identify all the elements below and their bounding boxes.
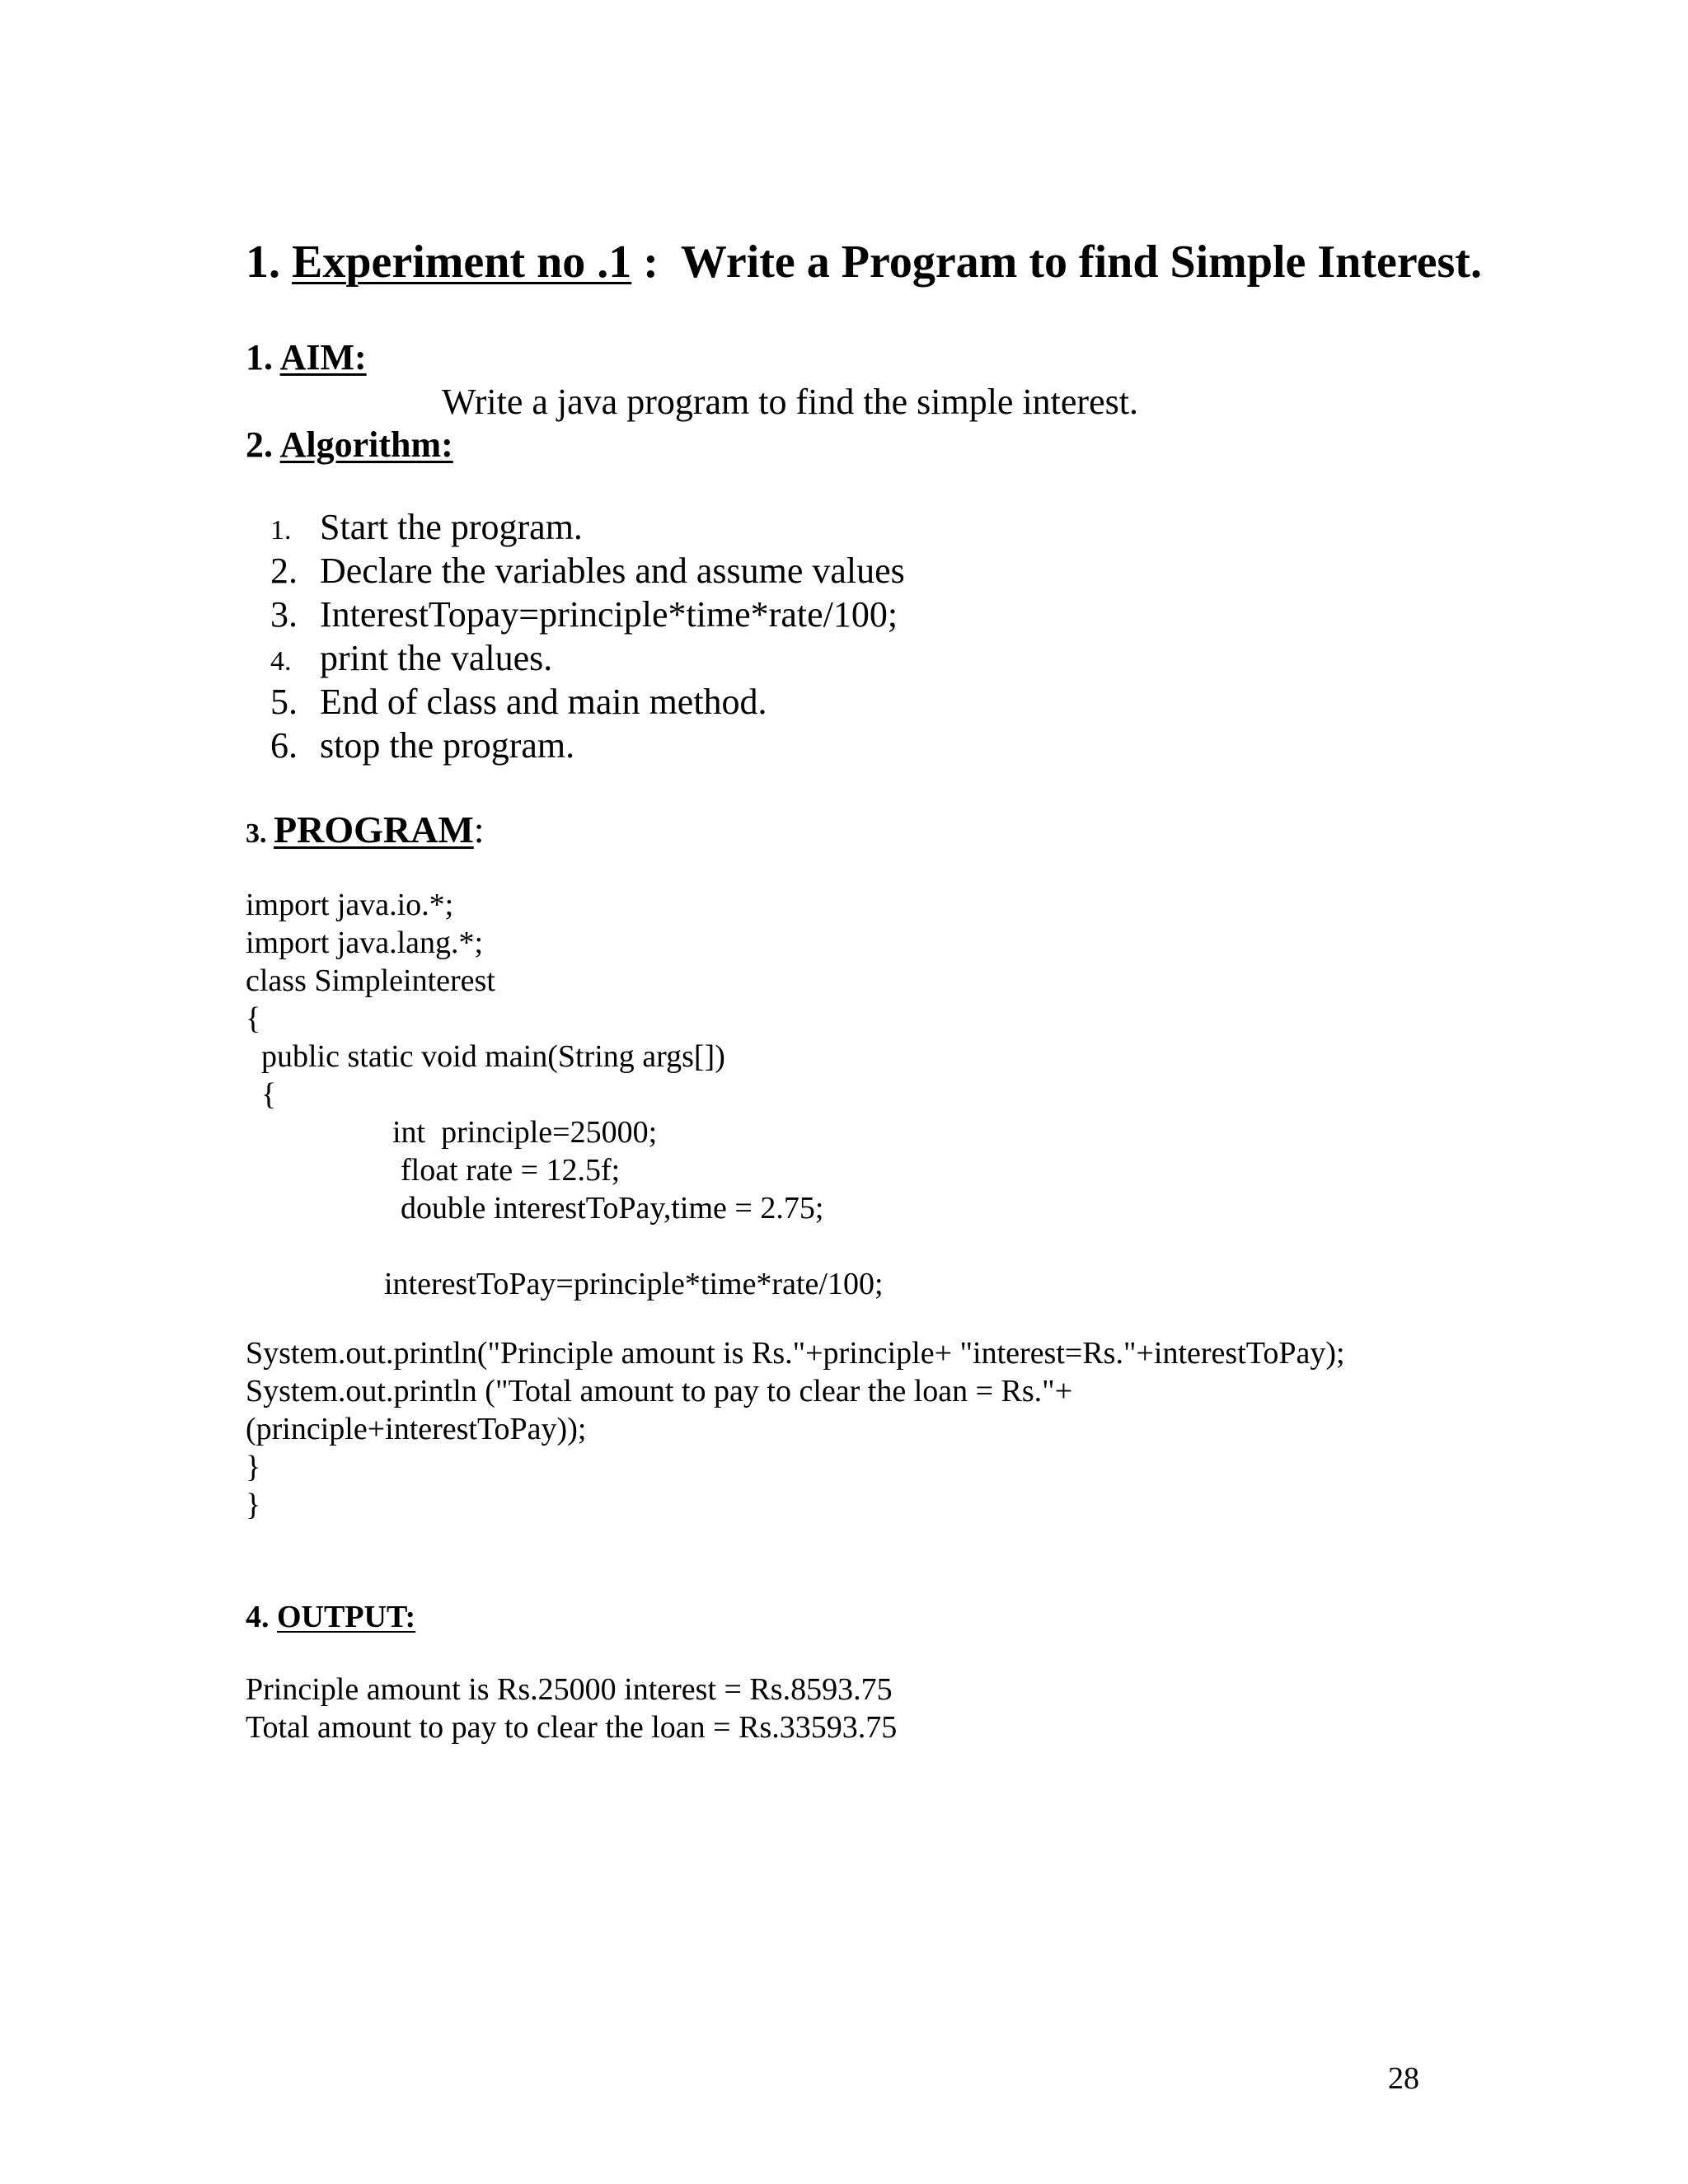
aim-number: 1. — [246, 337, 280, 377]
algorithm-step — [270, 550, 905, 592]
aim-heading — [246, 336, 367, 378]
step-number: 4. — [270, 646, 292, 677]
output-line: Principle amount is Rs.25000 interest = Rs.8593.75 — [246, 1672, 893, 1707]
step-number: 6. — [270, 725, 298, 766]
code-line: int principle=25000; — [392, 1115, 658, 1150]
page-title — [246, 236, 1482, 288]
code-line: } — [246, 1450, 261, 1484]
step-text: stop the program. — [320, 725, 575, 766]
algorithm-step — [270, 637, 552, 679]
code-line: { — [246, 1077, 277, 1112]
experiment-label: Experiment no .1 — [292, 237, 632, 288]
algorithm-step — [270, 681, 767, 723]
page-number: 28 — [1388, 2061, 1419, 2096]
step-number: 1. — [270, 515, 292, 546]
output-line: Total amount to pay to clear the loan = Rs.33593.75 — [246, 1710, 898, 1745]
step-text: End of class and main method. — [320, 682, 767, 722]
program-colon: : — [473, 808, 485, 851]
code-line: public static void main(String args[]) — [246, 1039, 725, 1074]
algorithm-step — [270, 506, 583, 548]
algorithm-heading — [246, 424, 453, 466]
step-text: InterestTopay=principle*time*rate/100; — [320, 594, 898, 635]
output-heading — [246, 1599, 415, 1635]
step-text: Start the program. — [320, 507, 583, 547]
code-line: float rate = 12.5f; — [401, 1153, 621, 1188]
code-line: class Simpleinterest — [246, 963, 495, 998]
algorithm-step — [270, 593, 898, 635]
code-line: interestToPay=principle*time*rate/100; — [384, 1267, 884, 1301]
code-line: System.out.println("Principle amount is Rs."+principle+ "interest=Rs."+interestToPay); — [246, 1336, 1345, 1371]
title-number: 1. — [246, 237, 292, 288]
code-line: (principle+interestToPay)); — [246, 1412, 587, 1446]
code-line: { — [246, 1001, 261, 1036]
output-number: 4. — [246, 1600, 277, 1634]
step-number: 2. — [270, 551, 298, 591]
step-text: print the values. — [320, 638, 553, 678]
code-line: double interestToPay,time = 2.75; — [401, 1191, 824, 1226]
algorithm-step — [270, 724, 574, 766]
title-text: Write a Program to find Simple Interest. — [680, 237, 1482, 288]
program-number: 3. — [246, 818, 274, 849]
algorithm-heading-label: Algorithm: — [279, 424, 453, 465]
aim-heading-label: AIM: — [279, 337, 367, 377]
code-line: import java.lang.*; — [246, 926, 484, 960]
step-number: 5. — [270, 682, 298, 722]
output-heading-label: OUTPUT: — [277, 1600, 416, 1634]
algorithm-number: 2. — [246, 424, 280, 465]
program-heading — [246, 808, 485, 851]
program-heading-label: PROGRAM — [274, 808, 474, 851]
title-separator: : — [631, 237, 681, 288]
step-number: 3. — [270, 594, 298, 635]
step-text: Declare the variables and assume values — [320, 551, 905, 591]
aim-text: Write a java program to find the simple interest. — [442, 382, 1138, 422]
code-line: System.out.println ("Total amount to pay to clear the loan = Rs."+ — [246, 1374, 1073, 1408]
code-line: import java.io.*; — [246, 888, 454, 922]
code-line: } — [246, 1488, 261, 1522]
